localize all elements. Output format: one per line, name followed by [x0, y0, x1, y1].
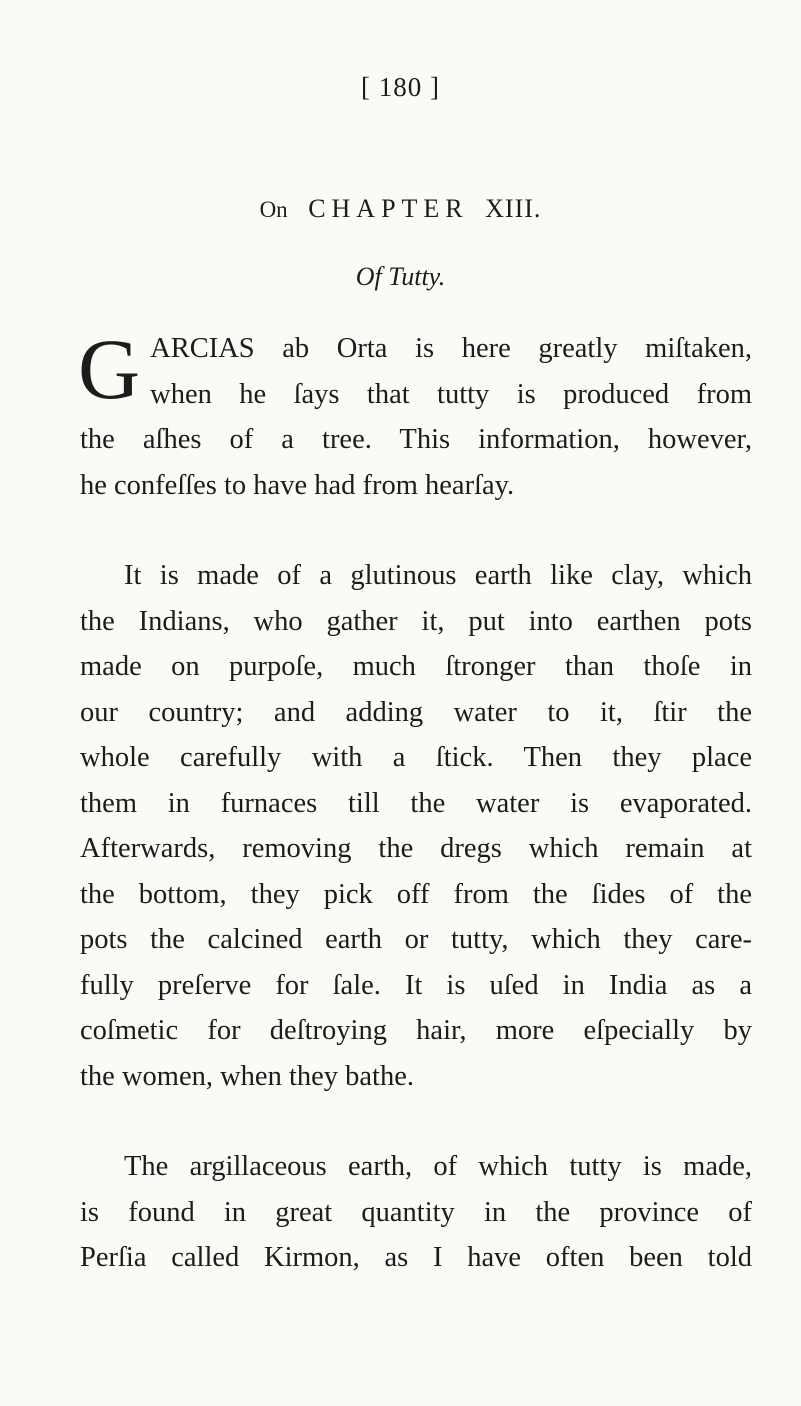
text-line: them in furnaces till the water is evaporated. — [80, 787, 752, 819]
paragraph-1 — [78, 321, 752, 508]
text-line: pots the calcined earth or tutty, which they care- — [80, 924, 752, 955]
text-line: Afterwards, removing the dregs which remain at — [80, 833, 752, 864]
text-line: the Indians, who gather it, put into earthen pots — [80, 605, 752, 637]
text-line: is found in great quantity in the province of — [80, 1196, 752, 1228]
text-line: our country; and adding water to it, ſtir the — [80, 696, 752, 728]
paragraph-3 — [80, 1144, 752, 1281]
text-line: the women, when they bathe. — [80, 1060, 414, 1092]
body-text — [78, 321, 752, 1281]
text-line: the aſhes of a tree. This information, however, — [80, 424, 752, 455]
page-number: [ 180 ] — [361, 72, 440, 102]
text-line: coſmetic for deſtroying hair, more eſpecially by — [80, 1015, 752, 1046]
text-line: ARCIAS ab Orta is here greatly miſtaken, — [150, 333, 752, 364]
text-line: Perſia called Kirmon, as I have often been told — [80, 1242, 752, 1273]
text-line: fully preſerve for ſale. It is uſed in India as a — [80, 969, 752, 1001]
text-line: he confeſſes to have had from hearſay. — [80, 469, 515, 501]
section-title: Of Tutty. — [355, 262, 446, 291]
text-line: the bottom, they pick off from the ſides of the — [80, 878, 752, 910]
text-line: whole carefully with a ſtick. Then they place — [80, 742, 752, 773]
text-line: made on purpoſe, much ſtronger than thoſe in — [80, 651, 752, 682]
drop-cap: G — [78, 321, 141, 417]
text-line: It is made of a glutinous earth like clay, which — [124, 560, 752, 591]
chapter-prefix: On — [259, 197, 288, 222]
paragraph-2 — [80, 553, 752, 1099]
text-line: The argillaceous earth, of which tutty is made, — [124, 1151, 752, 1182]
chapter-word: CHAPTER — [308, 194, 469, 223]
text-line: when he ſays that tutty is produced from — [150, 378, 752, 410]
chapter-number: XIII. — [485, 194, 542, 223]
chapter-heading — [0, 194, 801, 224]
